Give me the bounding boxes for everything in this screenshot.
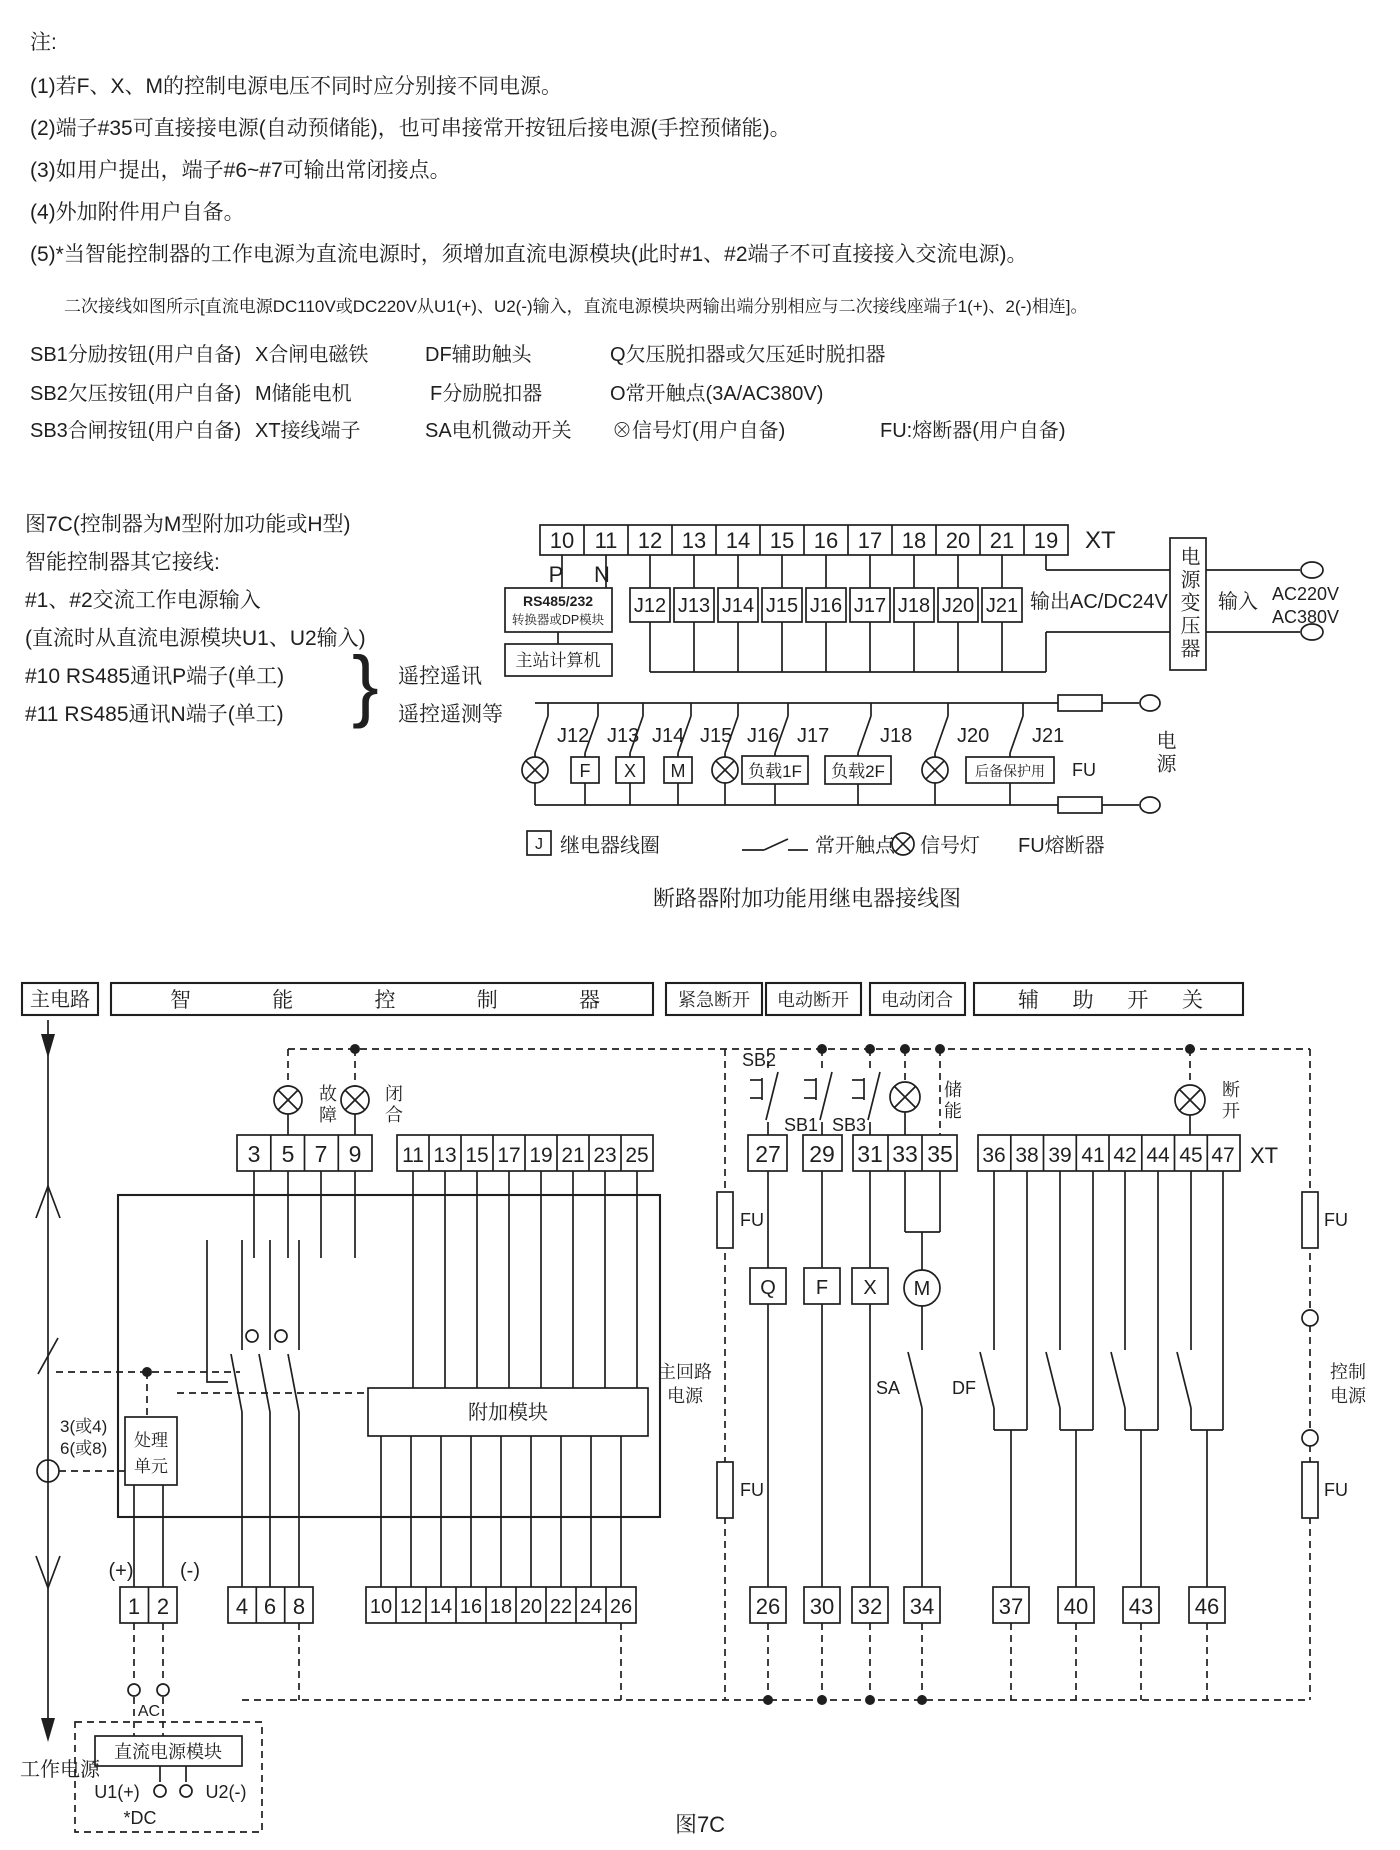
- terminal-label: 9: [348, 1141, 362, 1167]
- terminal-strip-aux: [978, 1135, 1278, 1171]
- svg-text:负载1F: 负载1F: [748, 762, 802, 781]
- terminal-label: 1: [127, 1594, 141, 1619]
- svg-text:后备保护用: 后备保护用: [975, 763, 1045, 779]
- output-label: 输出AC/DC24V: [1030, 591, 1168, 613]
- terminal-label: 15: [465, 1144, 489, 1167]
- terminal-label: 31: [857, 1141, 883, 1167]
- terminal-label: 6: [263, 1594, 277, 1619]
- terminal-label: 26: [755, 1594, 781, 1619]
- fuse-icon: [1058, 797, 1102, 813]
- control-power-label: 电源: [1330, 1386, 1366, 1406]
- legend-fuse-text: FU熔断器: [1018, 835, 1105, 857]
- signal-lamp-icon: [522, 753, 548, 805]
- relay-contact-network: [522, 695, 1176, 813]
- header-electric-open: 电动断开: [777, 990, 849, 1010]
- transformer-label: 电源变压器: [1177, 546, 1199, 661]
- svg-text:M: M: [670, 761, 686, 781]
- terminal-label: 34: [909, 1594, 935, 1619]
- terminal-label: 44: [1146, 1144, 1170, 1167]
- control-power-feed: [1302, 1049, 1367, 1700]
- contact-label: J14: [652, 725, 685, 747]
- note-line: (3)如用户提出，端子#6~#7可输出常闭接点。: [30, 159, 451, 182]
- fig-text-line: #11 RS485通讯N端子(单工): [25, 703, 284, 726]
- aux-contact-pair-4: [1177, 1171, 1223, 1587]
- contact-label: J15: [700, 725, 733, 747]
- legend-lamp-text: 信号灯: [920, 835, 980, 857]
- note-line: (2)端子#35可直接接电源(自动预储能)，也可串接常开按钮后接电源(手控预储能)。: [30, 117, 791, 140]
- contact-label: J12: [557, 725, 590, 747]
- fault-lamp-label: 故障: [317, 1084, 337, 1126]
- terminal-label: 46: [1194, 1594, 1220, 1619]
- xt-terminal-strip: [540, 525, 1116, 587]
- legend-item: SB3合闸按钮(用户自备): [30, 420, 242, 442]
- terminal-circle-icon: [1302, 1430, 1318, 1446]
- u2-label: U2(-): [205, 1782, 247, 1802]
- coil-label: J21: [985, 595, 1019, 617]
- terminal-strip-3579: [237, 1135, 372, 1171]
- coil-label: J13: [677, 595, 711, 617]
- rs485-line1: RS485/232: [522, 593, 594, 609]
- terminal-label: 7: [314, 1141, 328, 1167]
- legend-item: SB2欠压按钮(用户自备): [30, 383, 242, 405]
- pushbutton-sb1: [784, 1049, 832, 1135]
- section-headers: [22, 983, 1243, 1015]
- q-label: Q: [760, 1277, 776, 1299]
- terminal-label: 15: [769, 528, 795, 553]
- fu-label: FU: [740, 1480, 764, 1500]
- fu-label: FU: [1072, 760, 1096, 780]
- legend-item: FU:熔断器(用户自备): [880, 420, 1066, 442]
- header-emergency-open: 紧急断开: [678, 990, 750, 1010]
- header-electric-close: 电动闭合: [881, 990, 953, 1010]
- terminal-strip-468: [228, 1587, 313, 1623]
- legend-item: O常开触点(3A/AC380V): [610, 383, 824, 405]
- motor-branch: [876, 1171, 940, 1587]
- legend-coil-text: 继电器线圈: [560, 835, 660, 857]
- note-secondary: 二次接线如图所示[直流电源DC110V或DC220V从U1(+)、U2(-)输入，直流电源模块两输出端分别相应与二次接线座端子1(+)、2(-)相连]。: [64, 297, 1088, 316]
- pushbutton-sb3: [832, 1049, 880, 1135]
- terminal-circle-icon: [1140, 695, 1160, 711]
- terminal-label: 4: [235, 1594, 249, 1619]
- terminal-label: 47: [1211, 1144, 1235, 1167]
- terminal-label: 19: [529, 1144, 553, 1167]
- terminal-strip-odd: [397, 1135, 653, 1171]
- terminal-strip-even: [366, 1587, 636, 1623]
- terminal-strip-12: [109, 1560, 200, 1623]
- terminal-label: 33: [892, 1141, 918, 1167]
- header-aux-switch: 辅助开关: [1018, 989, 1203, 1012]
- terminal-label: 11: [402, 1144, 424, 1167]
- relay-coils: [630, 555, 1170, 672]
- backup-protection-box: [966, 753, 1054, 805]
- terminal-label: 13: [433, 1144, 457, 1167]
- terminal-label: 21: [561, 1144, 585, 1167]
- fu-label: FU: [1324, 1480, 1348, 1500]
- terminal-circle-icon: [1302, 1310, 1318, 1326]
- main-power-label: 主回路: [658, 1362, 712, 1382]
- figure-caption: 图7C: [674, 1812, 726, 1837]
- input-label: 输入: [1218, 591, 1258, 613]
- terminal-strip-313335: [853, 1135, 957, 1171]
- svg-text:29: 29: [809, 1141, 835, 1167]
- legend-coil-symbol: J: [535, 836, 543, 853]
- closed-lamp-label: 闭合: [383, 1084, 403, 1126]
- terminal-label: 32: [857, 1594, 883, 1619]
- uv-release-branch: [750, 1171, 786, 1587]
- f-label: F: [815, 1277, 829, 1299]
- terminal-label: 42: [1113, 1144, 1137, 1167]
- terminal-label: 17: [857, 528, 883, 553]
- main-wiring-diagram: [0, 975, 1400, 1850]
- terminal-label: 36: [982, 1144, 1006, 1167]
- dc-label: *DC: [123, 1808, 157, 1828]
- terminal-label: 26: [609, 1596, 633, 1618]
- header-controller: 智能控制器: [170, 989, 600, 1012]
- legend-item: M储能电机: [255, 383, 352, 405]
- fuse-icon: [717, 1462, 733, 1518]
- terminal-label: 30: [809, 1594, 835, 1619]
- terminal-circle-icon: [128, 1684, 140, 1696]
- pole-ratio-label: 3(或4): [60, 1417, 108, 1436]
- terminal-label: 10: [549, 528, 575, 553]
- fu-label: FU: [1324, 1210, 1348, 1230]
- motor-box: [664, 753, 692, 805]
- coil-label: J15: [765, 595, 799, 617]
- fuse-icon: [1302, 1462, 1318, 1518]
- terminal-label: 8: [292, 1594, 306, 1619]
- return-bus: [242, 1623, 1310, 1705]
- terminal-circle-icon: [154, 1785, 166, 1797]
- terminal-circle-icon: [180, 1785, 192, 1797]
- svg-text:负载2F: 负载2F: [831, 762, 885, 781]
- contact-label: J20: [957, 725, 990, 747]
- terminal-label: 43: [1128, 1594, 1154, 1619]
- df-contact-icon: [980, 1352, 994, 1408]
- fig-text-line: 图7C(控制器为M型附加功能或H型): [25, 513, 351, 536]
- power-label: 电源: [1153, 730, 1175, 776]
- note-line: (4)外加附件用户自备。: [30, 201, 245, 224]
- fuse-icon: [1058, 695, 1102, 711]
- contact-label: J16: [747, 725, 780, 747]
- terminal-label: 41: [1081, 1144, 1105, 1167]
- closed-lamp: [341, 1049, 403, 1135]
- note-line: (1)若F、X、M的控制电源电压不同时应分别接不同电源。: [30, 75, 562, 98]
- terminal-label: 25: [625, 1144, 649, 1167]
- svg-text:X: X: [623, 761, 637, 781]
- sb3-label: SB3: [831, 1115, 866, 1135]
- pushbutton-sb2: [742, 1049, 778, 1135]
- sa-contact-icon: [908, 1352, 922, 1408]
- internal-contacts: [207, 1240, 299, 1587]
- arrow-down-icon: [41, 1718, 55, 1742]
- load1-box: [742, 753, 808, 805]
- charged-lamp: [890, 1049, 962, 1135]
- notes-title: 注:: [30, 31, 57, 54]
- fig-text-line: #1、#2交流工作电源输入: [25, 589, 261, 612]
- terminal-label: 11: [594, 528, 618, 553]
- work-power-label: 工作电源: [20, 1759, 100, 1781]
- controller-box: [56, 1171, 660, 1587]
- legend-item: Q欠压脱扣器或欠压延时脱扣器: [610, 344, 886, 366]
- fig-text-line: #10 RS485通讯P端子(单工): [25, 665, 285, 688]
- coil-label: J12: [633, 595, 667, 617]
- fig-text-line: (直流时从直流电源模块U1、U2输入): [25, 627, 366, 650]
- terminal-circle-icon: [1301, 562, 1323, 578]
- open-lamp-label: 断开: [1220, 1080, 1240, 1122]
- terminal-label: 22: [549, 1596, 573, 1618]
- terminal-label: 14: [725, 528, 751, 553]
- coil-label: J14: [721, 595, 755, 617]
- terminal-label: 5: [281, 1141, 295, 1167]
- control-bus: [288, 1044, 1310, 1054]
- coil-label: J18: [897, 595, 931, 617]
- contact-label: J18: [880, 725, 913, 747]
- aux-contact-pair-2: [1046, 1171, 1093, 1587]
- terminal-label: 12: [637, 528, 663, 553]
- shunt-release-box: [571, 753, 599, 805]
- terminal-label: 20: [519, 1596, 543, 1618]
- control-power-label: 控制: [1330, 1362, 1366, 1382]
- fig-text-line: 智能控制器其它接线:: [25, 551, 220, 574]
- legend-item: SB1分励按钮(用户自备): [30, 344, 242, 366]
- legend-item: ⊗信号灯(用户自备): [612, 420, 786, 442]
- closing-coil-box: [616, 753, 644, 805]
- terminal-label: 16: [459, 1596, 483, 1618]
- terminal-circle-icon: [157, 1684, 169, 1696]
- add-on-module-label: 附加模块: [468, 1402, 548, 1424]
- terminal-label: 3: [247, 1141, 261, 1167]
- relay-legend: [527, 831, 1105, 857]
- signal-lamp-icon: [892, 833, 914, 855]
- sb2-label: SB2: [742, 1050, 777, 1070]
- terminal-boxes-right: [750, 1587, 1225, 1623]
- contact-circle-icon: [275, 1330, 287, 1342]
- minus-label: (-): [180, 1560, 200, 1582]
- terminal-label: 37: [998, 1594, 1024, 1619]
- ac380-label: AC380V: [1272, 607, 1340, 627]
- legend-item: SA电机微动开关: [425, 420, 572, 442]
- terminal-circle-icon: [1140, 797, 1160, 813]
- legend-item: X合闸电磁铁: [255, 344, 369, 366]
- sa-label: SA: [875, 1378, 900, 1398]
- fu-label: FU: [740, 1210, 764, 1230]
- terminal-label: 14: [429, 1596, 453, 1618]
- terminal-label: 2: [156, 1594, 170, 1619]
- coil-label: J20: [941, 595, 975, 617]
- brace-label: 遥控遥讯: [398, 665, 482, 688]
- sb1-label: SB1: [783, 1115, 818, 1135]
- terminal-label: 12: [399, 1596, 423, 1618]
- fault-lamp: [274, 1049, 337, 1135]
- xt-label: XT: [1250, 1143, 1279, 1168]
- terminal-label: 19: [1033, 528, 1059, 553]
- p-label: P: [548, 562, 564, 587]
- power-transformer: [1170, 538, 1339, 670]
- ac220-label: AC220V: [1272, 584, 1340, 604]
- terminal-label: 24: [579, 1596, 603, 1618]
- aux-contact-pair-3: [1111, 1171, 1158, 1587]
- contact-circle-icon: [246, 1330, 258, 1342]
- legend-item: DF辅助触头: [425, 344, 532, 366]
- fuse-icon: [717, 1192, 733, 1248]
- dc-power-module-area: [75, 1623, 262, 1832]
- terminal-label: 38: [1015, 1144, 1039, 1167]
- terminal-label: 35: [927, 1141, 953, 1167]
- terminal-label: 23: [593, 1144, 617, 1167]
- svg-text:27: 27: [755, 1141, 781, 1167]
- terminal-label: 10: [369, 1596, 393, 1618]
- legend-item: F分励脱扣器: [430, 383, 543, 405]
- open-lamp: [1175, 1049, 1240, 1135]
- signal-lamp-icon: [922, 753, 948, 805]
- dc-module-label: 直流电源模块: [114, 1742, 222, 1762]
- terminal-label: 13: [681, 528, 707, 553]
- terminal-label: 40: [1063, 1594, 1089, 1619]
- legend-contact-text: 常开触点: [815, 835, 895, 857]
- terminal-label: 18: [901, 528, 927, 553]
- master-computer-label: 主站计算机: [515, 651, 601, 670]
- terminal-label: 16: [813, 528, 839, 553]
- shunt-release-branch: [804, 1171, 840, 1587]
- relay-wiring-diagram: [430, 440, 1400, 920]
- note-line: (5)*当智能控制器的工作电源为直流电源时，须增加直流电源模块(此时#1、#2端子不可直接接入交流电源)。: [30, 243, 1028, 266]
- terminal-label: 17: [497, 1144, 521, 1167]
- ac-label: AC: [137, 1703, 161, 1720]
- plus-label: (+): [108, 1560, 134, 1582]
- svg-text:F: F: [579, 761, 591, 781]
- terminal-label: 20: [945, 528, 971, 553]
- brace-glyph: }: [352, 640, 379, 729]
- pole-ratio-label: 6(或8): [60, 1439, 108, 1458]
- load2-box: [825, 753, 891, 805]
- contact-label: J13: [607, 725, 640, 747]
- coil-label: J17: [853, 595, 887, 617]
- no-contact-icon: [742, 839, 808, 850]
- signal-lamp-icon: [712, 753, 738, 805]
- terminal-label: 45: [1179, 1144, 1203, 1167]
- terminal-label: 18: [489, 1596, 513, 1618]
- terminal-label: 21: [989, 528, 1015, 553]
- main-power-label: 电源: [667, 1386, 703, 1406]
- charged-lamp-label: 储能: [942, 1080, 962, 1122]
- main-circuit-line: [20, 1020, 101, 1781]
- n-label: N: [594, 562, 610, 587]
- svg-text:单元: 单元: [134, 1457, 168, 1476]
- terminal-label: 39: [1048, 1144, 1072, 1167]
- arrow-down-icon: [41, 1034, 55, 1058]
- rs485-line2: 转换器或DP模块: [511, 613, 605, 627]
- xt-label: XT: [1085, 527, 1116, 554]
- contact-label: J17: [797, 725, 830, 747]
- aux-contact-pair-1: [952, 1171, 1027, 1587]
- relay-caption: 断路器附加功能用继电器接线图: [653, 886, 962, 911]
- contact-label: J21: [1032, 725, 1065, 747]
- x-label: X: [863, 1277, 877, 1299]
- legend-item: XT接线端子: [255, 420, 361, 442]
- terminal-29: [803, 1135, 842, 1171]
- svg-text:处理: 处理: [134, 1431, 168, 1450]
- fuse-icon: [1302, 1192, 1318, 1248]
- brace-label: 遥控遥测等: [398, 703, 503, 726]
- m-label: M: [913, 1278, 931, 1300]
- header-main-circuit: 主电路: [30, 989, 90, 1011]
- terminal-27: [748, 1135, 787, 1171]
- coil-label: J16: [809, 595, 843, 617]
- u1-label: U1(+): [94, 1782, 140, 1802]
- df-label: DF: [952, 1378, 976, 1398]
